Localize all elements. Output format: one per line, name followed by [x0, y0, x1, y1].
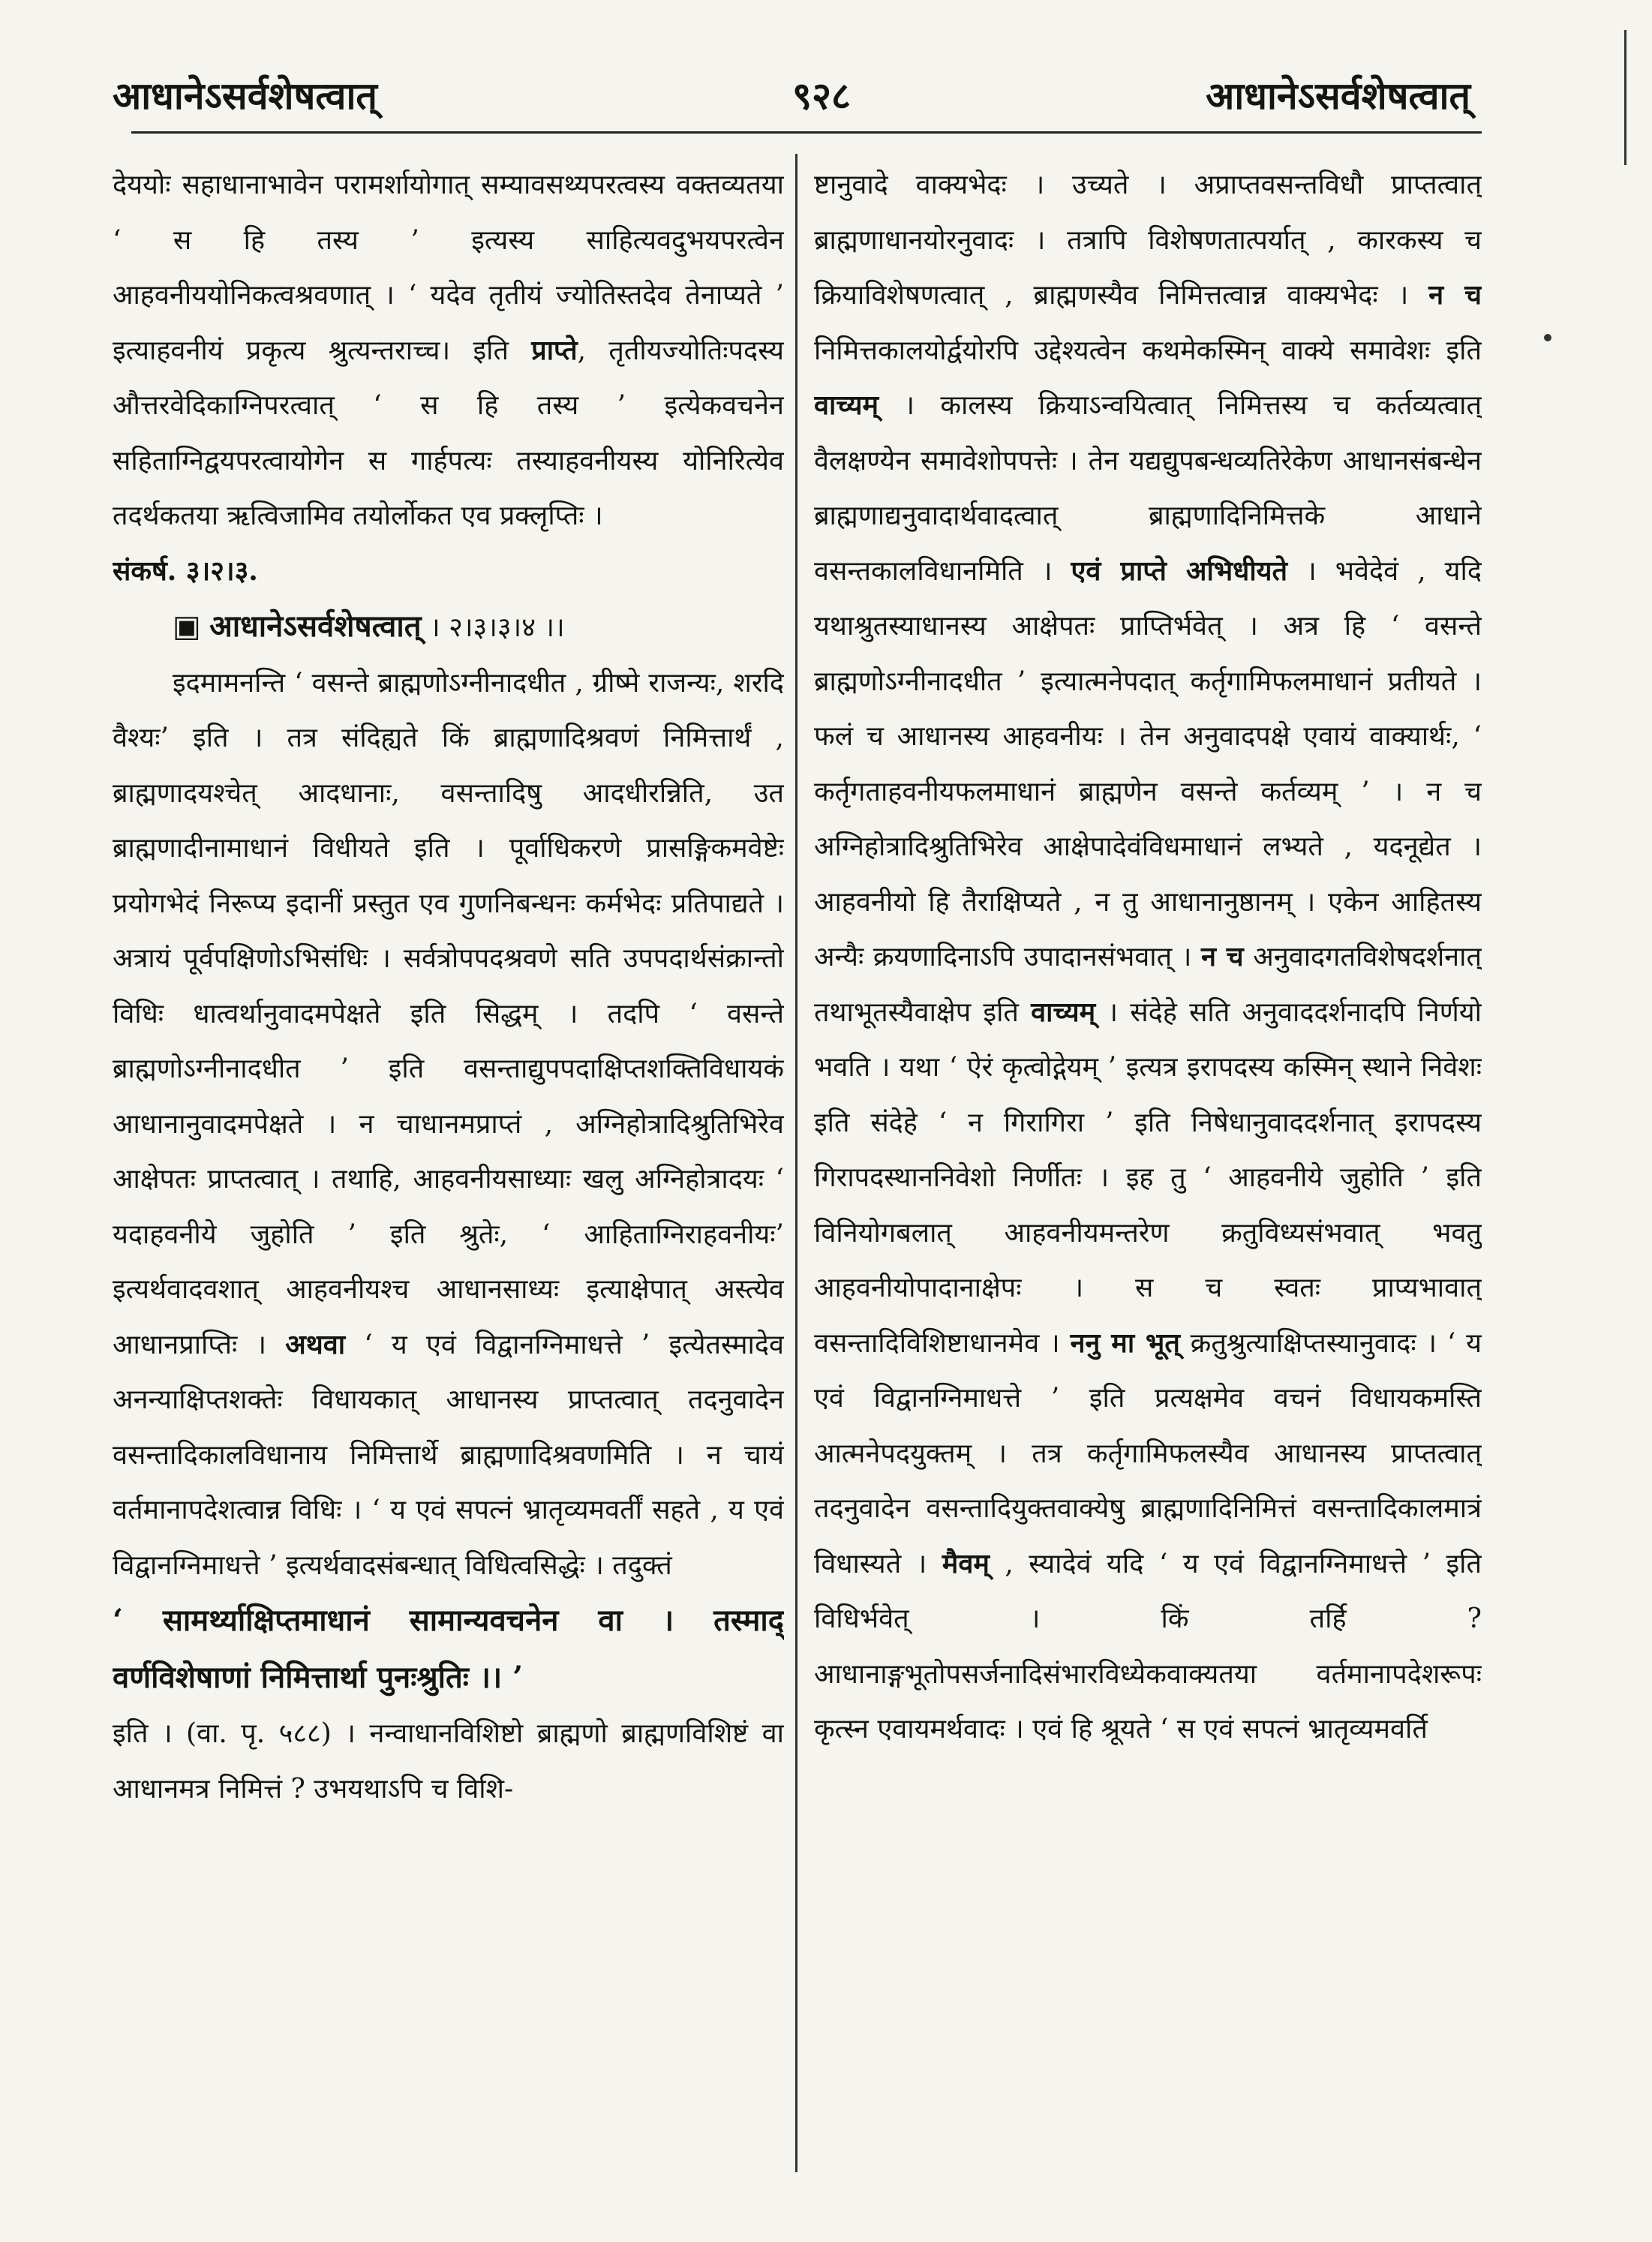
- right-text-2: । कालस्य क्रियाऽन्वयित्वात् निमित्तस्य च कर्तव्यत्वात् वैलक्षण्येन समावेशोपपत्तेः । तेन यद्यद्युपबन्धव्यतिरेकेण आधानसंबन्धेन ब्राह्मणाद्यनुवादार्थवादत्वात् ब्राह्मणादिनिमित्तके आधाने वसन्तकालविधानमिति ।: [814, 390, 1482, 587]
- left-paragraph-1: [113, 158, 784, 544]
- header-rule: [131, 131, 1482, 134]
- column-divider: [795, 154, 797, 2172]
- verse-quote: [113, 1593, 784, 1706]
- left-text-1b: , तृतीयज्योतिःपदस्य औत्तरवेदिकाग्निपरत्वात् ‘ स हि तस्य ’ इत्येकवचनेन सहिताग्निद्वयपरत्वायोगेन स गार्हपत्यः तस्याहवनीयस्य योनिरित्येव तदर्थकतया ऋत्विजामिव तयोर्लोकत एव प्रक्लृप्तिः ।: [113, 335, 784, 531]
- sutra-line: [113, 599, 784, 656]
- left-text-3: ‘ य एवं विद्वानग्निमाधत्ते ’ इत्येतस्मादेव अनन्याक्षिप्तशक्तेः विधायकात् आधानस्य प्राप्तत्वात् तदनुवादेन वसन्तादिकालविधानाय निमित्तार्थे ब्राह्मणादिश्रवणमिति । न चायं वर्तमानापदेशत्वान्न विधिः । ‘ य एवं सपत्नं भ्रातृव्यमवर्तीं सहते , य एवं विद्वानग्निमाधत्ते ’ इत्यर्थवादसंबन्धात् विधित्वसिद्धेः । तदुक्तं: [113, 1329, 784, 1581]
- scan-edge-mark: [1624, 30, 1626, 165]
- right-column: [814, 158, 1482, 2176]
- maivam-bold: मैवम्: [942, 1547, 990, 1579]
- right-text-5: । संदेहे सति अनुवाददर्शनादपि निर्णयो भवति । यथा ‘ ऐरं कृत्वोद्गेयम् ’ इत्यत्र इरापदस्य कस्मिन् स्थाने निवेशः इति संदेहे ‘ न गिरागिरा ’ इति निषेधानुवाददर्शनात् इरापदस्य गिरापदस्थाननिवेशो निर्णीतः । इह तु ‘ आहवनीये जुहोति ’ इति विनियोगबलात् आहवनीयमन्तरेण क्रतुविध्यसंभवात् भवतु आहवनीयोपादानाक्षेपः । स च स्वतः प्राप्यभावात् वसन्तादिविशिष्टाधानमेव ।: [814, 996, 1482, 1359]
- sutra-number: । २।३।३।४ ।।: [421, 612, 565, 643]
- right-text-6: क्रतुश्रुत्याक्षिप्तस्यानुवादः । ‘ य एवं विद्वानग्निमाधत्ते ’ इति प्रत्यक्षमेव वचनं विधायकमस्ति आत्मनेपदयुक्तम् । तत्र कर्तृगामिफलस्यैव आधानस्य प्राप्तत्वात् तदनुवादेन वसन्तादियुक्तवाक्येषु ब्राह्मणादिनिमित्तं वसन्तादिकालमात्रं विधास्यते ।: [814, 1327, 1482, 1579]
- evam-prapte-bold: एवं प्राप्ते अभिधीयते: [1071, 554, 1288, 587]
- na-ca-bold: न च: [1428, 279, 1482, 311]
- right-text-1: ष्टानुवादे वाक्यभेदः । उच्यते । अप्राप्तवसन्तविधौ प्राप्तत्वात् ब्राह्मणाधानयोरनुवादः । तत्रापि विशेषणतात्पर्यात् , कारकस्य च क्रियाविशेषणत्वात् , ब्राह्मणस्यैव निमित्तत्वान्न वाक्यभेदः ।: [814, 170, 1482, 311]
- right-text-7: , स्यादेवं यदि ‘ य एवं विद्वानग्निमाधत्ते ’ इति विधिर्भवेत् । किं तर्हि ? आधानाङ्गभूतोपसर्जनादिसंभारविध्येकवाक्यतया वर्तमानापदेशरूपः कृत्स्न एवायमर्थवादः । एवं हि श्रूयते ‘ स एवं सपत्नं भ्रातृव्यमवर्ति: [814, 1548, 1482, 1745]
- right-text-1b: निमित्तकालयोर्द्वयोरपि उद्देश्यत्वेन कथमेकस्मिन् वाक्ये समावेशः इति: [814, 335, 1482, 366]
- vacyam-bold-2: वाच्यम्: [1031, 996, 1096, 1028]
- athava-bold: अथवा: [285, 1328, 346, 1360]
- left-column: [113, 158, 784, 2176]
- na-ca-bold-2: न च: [1201, 941, 1244, 972]
- vacyam-bold: वाच्यम्: [814, 389, 879, 421]
- prapte-bold: प्राप्ते: [531, 334, 578, 366]
- left-text-2: इदमामनन्ति ‘ वसन्ते ब्राह्मणोऽग्नीनादधीत , ग्रीष्मे राजन्यः, शरदि वैश्यः’ इति । तत्र संदिह्यते किं ब्राह्मणादिश्रवणं निमित्तार्थं , ब्राह्मणादयश्चेत् आदधानाः, वसन्तादिषु आदधीरन्निति, उत ब्राह्मणादीनामाधानं विधीयते इति । पूर्वाधिकरणे प्रासङ्गिकमवेष्टेः प्रयोगभेदं निरूप्य इदानीं प्रस्तुत एव गुणनिबन्धनः कर्मभेदः प्रतिपाद्यते । अत्रायं पूर्वपक्षिणोऽभिसंधिः । सर्वत्रोपपदश्रवणे सति उपपदार्थसंक्रान्तो विधिः धात्वर्थानुवादमपेक्षते इति सिद्धम् । तदपि ‘ वसन्ते ब्राह्मणोऽग्नीनादधीत ’ इति वसन्ताद्युपपदाक्षिप्तशक्तिविधायकं आधानानुवादमपेक्षते । न चाधानमप्राप्तं , अग्निहोत्रादिश्रुतिभिरेव आक्षेपतः प्राप्तत्वात् । तथाहि, आहवनीयसाध्याः खलु अग्निहोत्रादयः ‘ यदाहवनीये जुहोति ’ इति श्रुतेः, ‘ आहिताग्निराहवनीयः’ इत्यर्थवादवशात् आहवनीयश्च आधानसाध्यः इत्याक्षेपात् अस्त्येव आधानप्राप्तिः ।: [113, 667, 784, 1360]
- right-paragraph: [814, 158, 1482, 1757]
- left-text-1: देययोः सहाधानाभावेन परामर्शायोगात् सम्यावसथ्यपरत्वस्य वक्तव्यतया ‘ स हि तस्य ’ इत्यस्य साहित्यवदुभयपरत्वेन आहवनीययोनिकत्वश्रवणात् । ‘ यदेव तृतीयं ज्योतिस्तदेव तेनाप्यते ’ इत्याहवनीयं प्रकृत्य श्रुत्यन्तराच्च। इति: [113, 170, 784, 366]
- sutra-title: आधानेऽसर्वशेषत्वात्: [209, 609, 422, 644]
- running-head-left: आधानेऽसर्वशेषत्वात्: [113, 74, 377, 118]
- right-text-3: । भवेदेवं , यदि यथाश्रुतस्याधानस्य आक्षेपतः प्राप्तिर्भवेत् । अत्र हि ‘ वसन्ते ब्राह्मणोऽग्नीनादधीत ’ इत्यात्मनेपदात् कर्तृगामिफलमाधानं प्रतीयते । फलं च आधानस्य आहवनीयः । तेन अनुवादपक्षे एवायं वाक्यार्थः, ‘ कर्तृगताहवनीयफलमाधानं ब्राह्मणेन वसन्ते कर्तव्यम् ’ । न च अग्निहोत्रादिश्रुतिभिरेव आक्षेपादेवंविधमाधानं लभ्यते , यदनूद्येत । आहवनीयो हि तैराक्षिप्यते , न तु आधानानुष्ठानम् । एकेन आहितस्य अन्यैः क्रयणादिनाऽपि उपादानसंभवात् ।: [814, 555, 1482, 972]
- running-head-right: आधानेऽसर्वशेषत्वात्: [1206, 74, 1470, 118]
- left-text-4: इति । (वा. पृ. ५८८) । नन्वाधानविशिष्टो ब्राह्मणो ब्राह्मणविशिष्टं वा आधानमत्र निमित्तं ? उभयथाऽपि च विशि-: [113, 1718, 784, 1805]
- scan-edge-mark: [1544, 334, 1551, 341]
- sutra-marker-icon: ▣: [173, 609, 201, 644]
- nanu-bold: ननु मा भूत्: [1070, 1327, 1180, 1359]
- page-number: ९२८: [792, 74, 851, 118]
- verse-text: ‘ सामर्थ्याक्षिप्तमाधानं सामान्यवचनेन वा । तस्माद् वर्णविशेषाणां निमित्तार्था पुनःश्रुतिः ।। ’: [113, 1603, 784, 1695]
- sankarsha-reference: [113, 544, 784, 600]
- left-paragraph-2: [113, 656, 784, 1594]
- sankarsha-label: संकर्ष. ३।२।३.: [113, 554, 258, 587]
- right-text-4: अनुवादगतविशेषदर्शनात् तथाभूतस्यैवाक्षेप इति: [814, 942, 1482, 1028]
- running-header: [113, 69, 1470, 129]
- left-paragraph-4: [113, 1706, 784, 1817]
